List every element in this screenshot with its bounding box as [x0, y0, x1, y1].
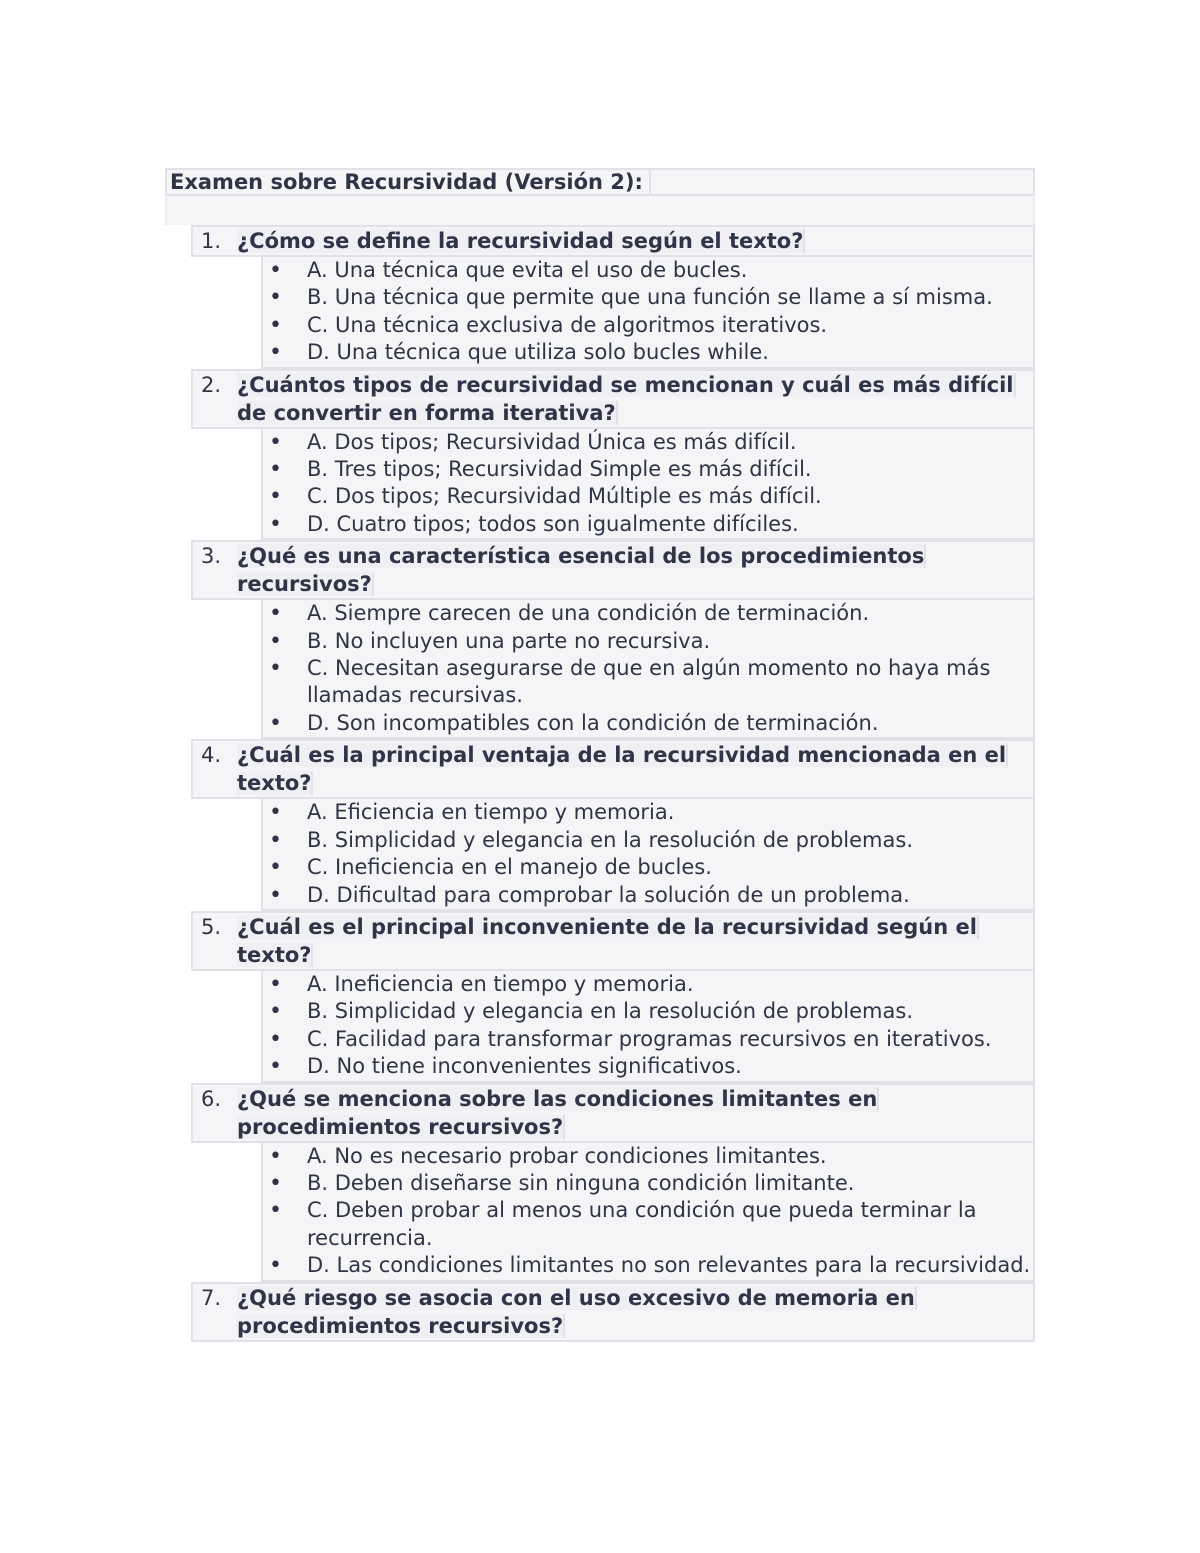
option-list: [261, 429, 1035, 541]
question-number: 4.: [201, 743, 222, 768]
option-text: D. Dificultad para comprobar la solución de un problema.: [307, 882, 910, 907]
option-text: A. Ineficiencia en tiempo y memoria.: [307, 971, 694, 996]
option-b: [263, 998, 1033, 1025]
option-a: [263, 1143, 1033, 1170]
question-heading: [191, 739, 1035, 799]
option-text: C. Facilidad para transformar programas recursivos en iterativos.: [307, 1026, 992, 1051]
option-text: C. Una técnica exclusiva de algoritmos iterativos.: [307, 312, 828, 337]
option-b: [263, 1170, 1033, 1197]
option-text: A. Siempre carecen de una condición de terminación.: [307, 601, 870, 626]
question-number: 5.: [201, 914, 222, 939]
bullet-icon: •: [269, 457, 282, 483]
question-number: 3.: [201, 544, 222, 569]
option-c: [263, 854, 1033, 881]
option-b: [263, 827, 1033, 854]
bullet-icon: •: [269, 971, 282, 997]
bullet-icon: •: [269, 855, 282, 881]
bullet-icon: •: [269, 312, 282, 338]
option-text: B. Tres tipos; Recursividad Simple es más difícil.: [307, 457, 812, 482]
option-d: [263, 1053, 1033, 1080]
bullet-icon: •: [269, 827, 282, 853]
bullet-icon: •: [269, 601, 282, 627]
question-number: 2.: [201, 372, 222, 397]
option-a: [263, 429, 1033, 456]
option-text: D. Una técnica que utiliza solo bucles while.: [307, 340, 769, 365]
question-heading: [191, 1083, 1035, 1143]
bullet-icon: •: [269, 882, 282, 908]
option-a: [263, 799, 1033, 826]
question-text: ¿Qué se menciona sobre las condiciones limitantes en procedimientos recursivos?: [237, 1086, 878, 1139]
question-number: 7.: [201, 1285, 222, 1310]
option-a: [263, 257, 1033, 284]
option-d: [263, 882, 1033, 909]
option-c: [263, 483, 1033, 510]
option-text: D. Cuatro tipos; todos son igualmente difíciles.: [307, 511, 799, 536]
bullet-icon: •: [269, 628, 282, 654]
bullet-icon: •: [269, 1026, 282, 1052]
option-d: [263, 339, 1033, 366]
option-d: [263, 1252, 1033, 1279]
question-text: ¿Cómo se define la recursividad según el texto?: [237, 229, 804, 253]
option-a: [263, 971, 1033, 998]
question-text: ¿Qué es una característica esencial de los procedimientos recursivos?: [237, 544, 925, 597]
option-text: C. Dos tipos; Recursividad Múltiple es más difícil.: [307, 484, 822, 509]
option-list: [261, 799, 1035, 911]
question-3: [191, 540, 1035, 739]
bullet-icon: •: [269, 656, 282, 682]
option-b: [263, 456, 1033, 483]
bullet-icon: •: [269, 1253, 282, 1279]
question-list: [191, 225, 1035, 1342]
question-2: [191, 369, 1035, 541]
question-heading: [191, 540, 1035, 600]
option-d: [263, 511, 1033, 538]
option-text: A. No es necesario probar condiciones limitantes.: [307, 1143, 827, 1168]
bullet-icon: •: [269, 429, 282, 455]
bullet-icon: •: [269, 800, 282, 826]
option-list: [261, 1143, 1035, 1282]
option-c: [263, 655, 1033, 710]
option-b: [263, 284, 1033, 311]
option-text: C. Deben probar al menos una condición que pueda terminar la recurrencia.: [307, 1198, 977, 1250]
bullet-icon: •: [269, 1198, 282, 1224]
bullet-icon: •: [269, 258, 282, 283]
question-5: [191, 911, 1035, 1083]
question-text: ¿Cuál es el principal inconveniente de la recursividad según el texto?: [237, 914, 977, 967]
option-list: [261, 257, 1035, 369]
option-text: C. Ineficiencia en el manejo de bucles.: [307, 855, 712, 880]
bullet-icon: •: [269, 511, 282, 537]
option-text: D. Las condiciones limitantes no son relevantes para la recursividad.: [307, 1253, 1031, 1278]
option-text: D. Son incompatibles con la condición de terminación.: [307, 710, 879, 735]
option-c: [263, 312, 1033, 339]
question-heading: [191, 369, 1035, 429]
bullet-icon: •: [269, 484, 282, 510]
question-number: 6.: [201, 1086, 222, 1111]
bullet-icon: •: [269, 1054, 282, 1080]
question-heading: [191, 1282, 1035, 1342]
option-c: [263, 1197, 1033, 1252]
question-text: ¿Cuántos tipos de recursividad se mencionan y cuál es más difícil de convertir en forma iterativa?: [237, 372, 1014, 425]
option-text: D. No tiene inconvenientes significativos.: [307, 1054, 742, 1079]
bullet-icon: •: [269, 999, 282, 1025]
option-text: B. Simplicidad y elegancia en la resolución de problemas.: [307, 827, 913, 852]
bullet-icon: •: [269, 340, 282, 366]
bullet-icon: •: [269, 1170, 282, 1196]
exam-title: Examen sobre Recursividad (Versión 2):: [167, 169, 651, 195]
exam-title-box: [165, 168, 1035, 196]
bullet-icon: •: [269, 285, 282, 311]
option-d: [263, 710, 1033, 737]
option-text: A. Una técnica que evita el uso de bucles.: [307, 258, 748, 282]
option-text: B. Simplicidad y elegancia en la resolución de problemas.: [307, 999, 913, 1024]
option-text: C. Necesitan asegurarse de que en algún momento no haya más llamadas recursivas.: [307, 656, 991, 708]
option-text: A. Eficiencia en tiempo y memoria.: [307, 800, 675, 825]
question-4: [191, 739, 1035, 911]
question-number: 1.: [201, 229, 222, 253]
option-text: A. Dos tipos; Recursividad Única es más difícil.: [307, 429, 797, 454]
option-b: [263, 628, 1033, 655]
question-text: ¿Cuál es la principal ventaja de la recursividad mencionada en el texto?: [237, 743, 1007, 796]
question-6: [191, 1083, 1035, 1282]
bullet-icon: •: [269, 710, 282, 736]
option-list: [261, 600, 1035, 739]
option-c: [263, 1026, 1033, 1053]
exam-document: [165, 168, 1035, 1342]
question-heading: [191, 225, 1035, 257]
bullet-icon: •: [269, 1143, 282, 1169]
option-text: B. No incluyen una parte no recursiva.: [307, 628, 711, 653]
question-text: ¿Qué riesgo se asocia con el uso excesivo de memoria en procedimientos recursivos?: [237, 1285, 915, 1338]
option-text: B. Una técnica que permite que una función se llame a sí misma.: [307, 285, 993, 310]
question-1: [191, 225, 1035, 369]
option-text: B. Deben diseñarse sin ninguna condición limitante.: [307, 1170, 855, 1195]
question-7: [191, 1282, 1035, 1342]
option-list: [261, 971, 1035, 1083]
question-heading: [191, 911, 1035, 971]
title-spacer: [165, 196, 1035, 225]
option-a: [263, 600, 1033, 627]
